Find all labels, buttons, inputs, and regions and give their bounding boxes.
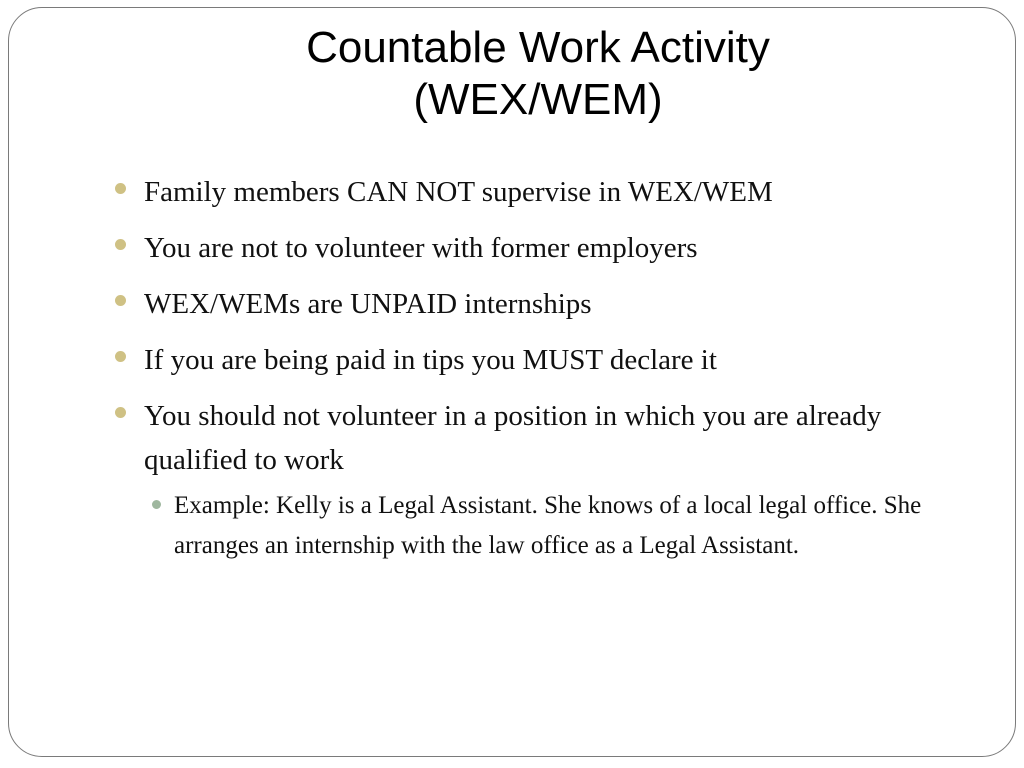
sub-bullet-item-example	[144, 486, 952, 566]
sub-bullet-dot-icon	[152, 500, 161, 509]
bullet-text: You are not to volunteer with former employers	[144, 232, 698, 264]
bullet-list	[112, 170, 952, 578]
sub-bullet-text: Example: Kelly is a Legal Assistant. She knows of a local legal office. She arranges an internship with the law office as a Legal Assistant.	[174, 492, 922, 559]
bullet-text: WEX/WEMs are UNPAID internships	[144, 288, 592, 320]
slide-title	[150, 22, 926, 126]
bullet-item-already-qualified	[112, 394, 952, 566]
bullet-text: If you are being paid in tips you MUST declare it	[144, 344, 717, 376]
bullet-dot-icon	[115, 239, 126, 250]
bullet-dot-icon	[115, 183, 126, 194]
bullet-dot-icon	[115, 295, 126, 306]
slide-title-line-2: (WEX/WEM)	[413, 75, 663, 124]
bullet-text: Family members CAN NOT supervise in WEX/WEM	[144, 176, 773, 208]
bullet-dot-icon	[115, 407, 126, 418]
bullet-text: You should not volunteer in a position in which you are already qualified to work	[144, 400, 882, 476]
bullet-item-tips	[112, 338, 952, 382]
bullet-item-unpaid-internships	[112, 282, 952, 326]
slide-title-line-1: Countable Work Activity	[306, 23, 770, 72]
sub-bullet-list	[144, 486, 952, 566]
bullet-item-family-supervise	[112, 170, 952, 214]
bullet-item-former-employers	[112, 226, 952, 270]
bullet-dot-icon	[115, 351, 126, 362]
